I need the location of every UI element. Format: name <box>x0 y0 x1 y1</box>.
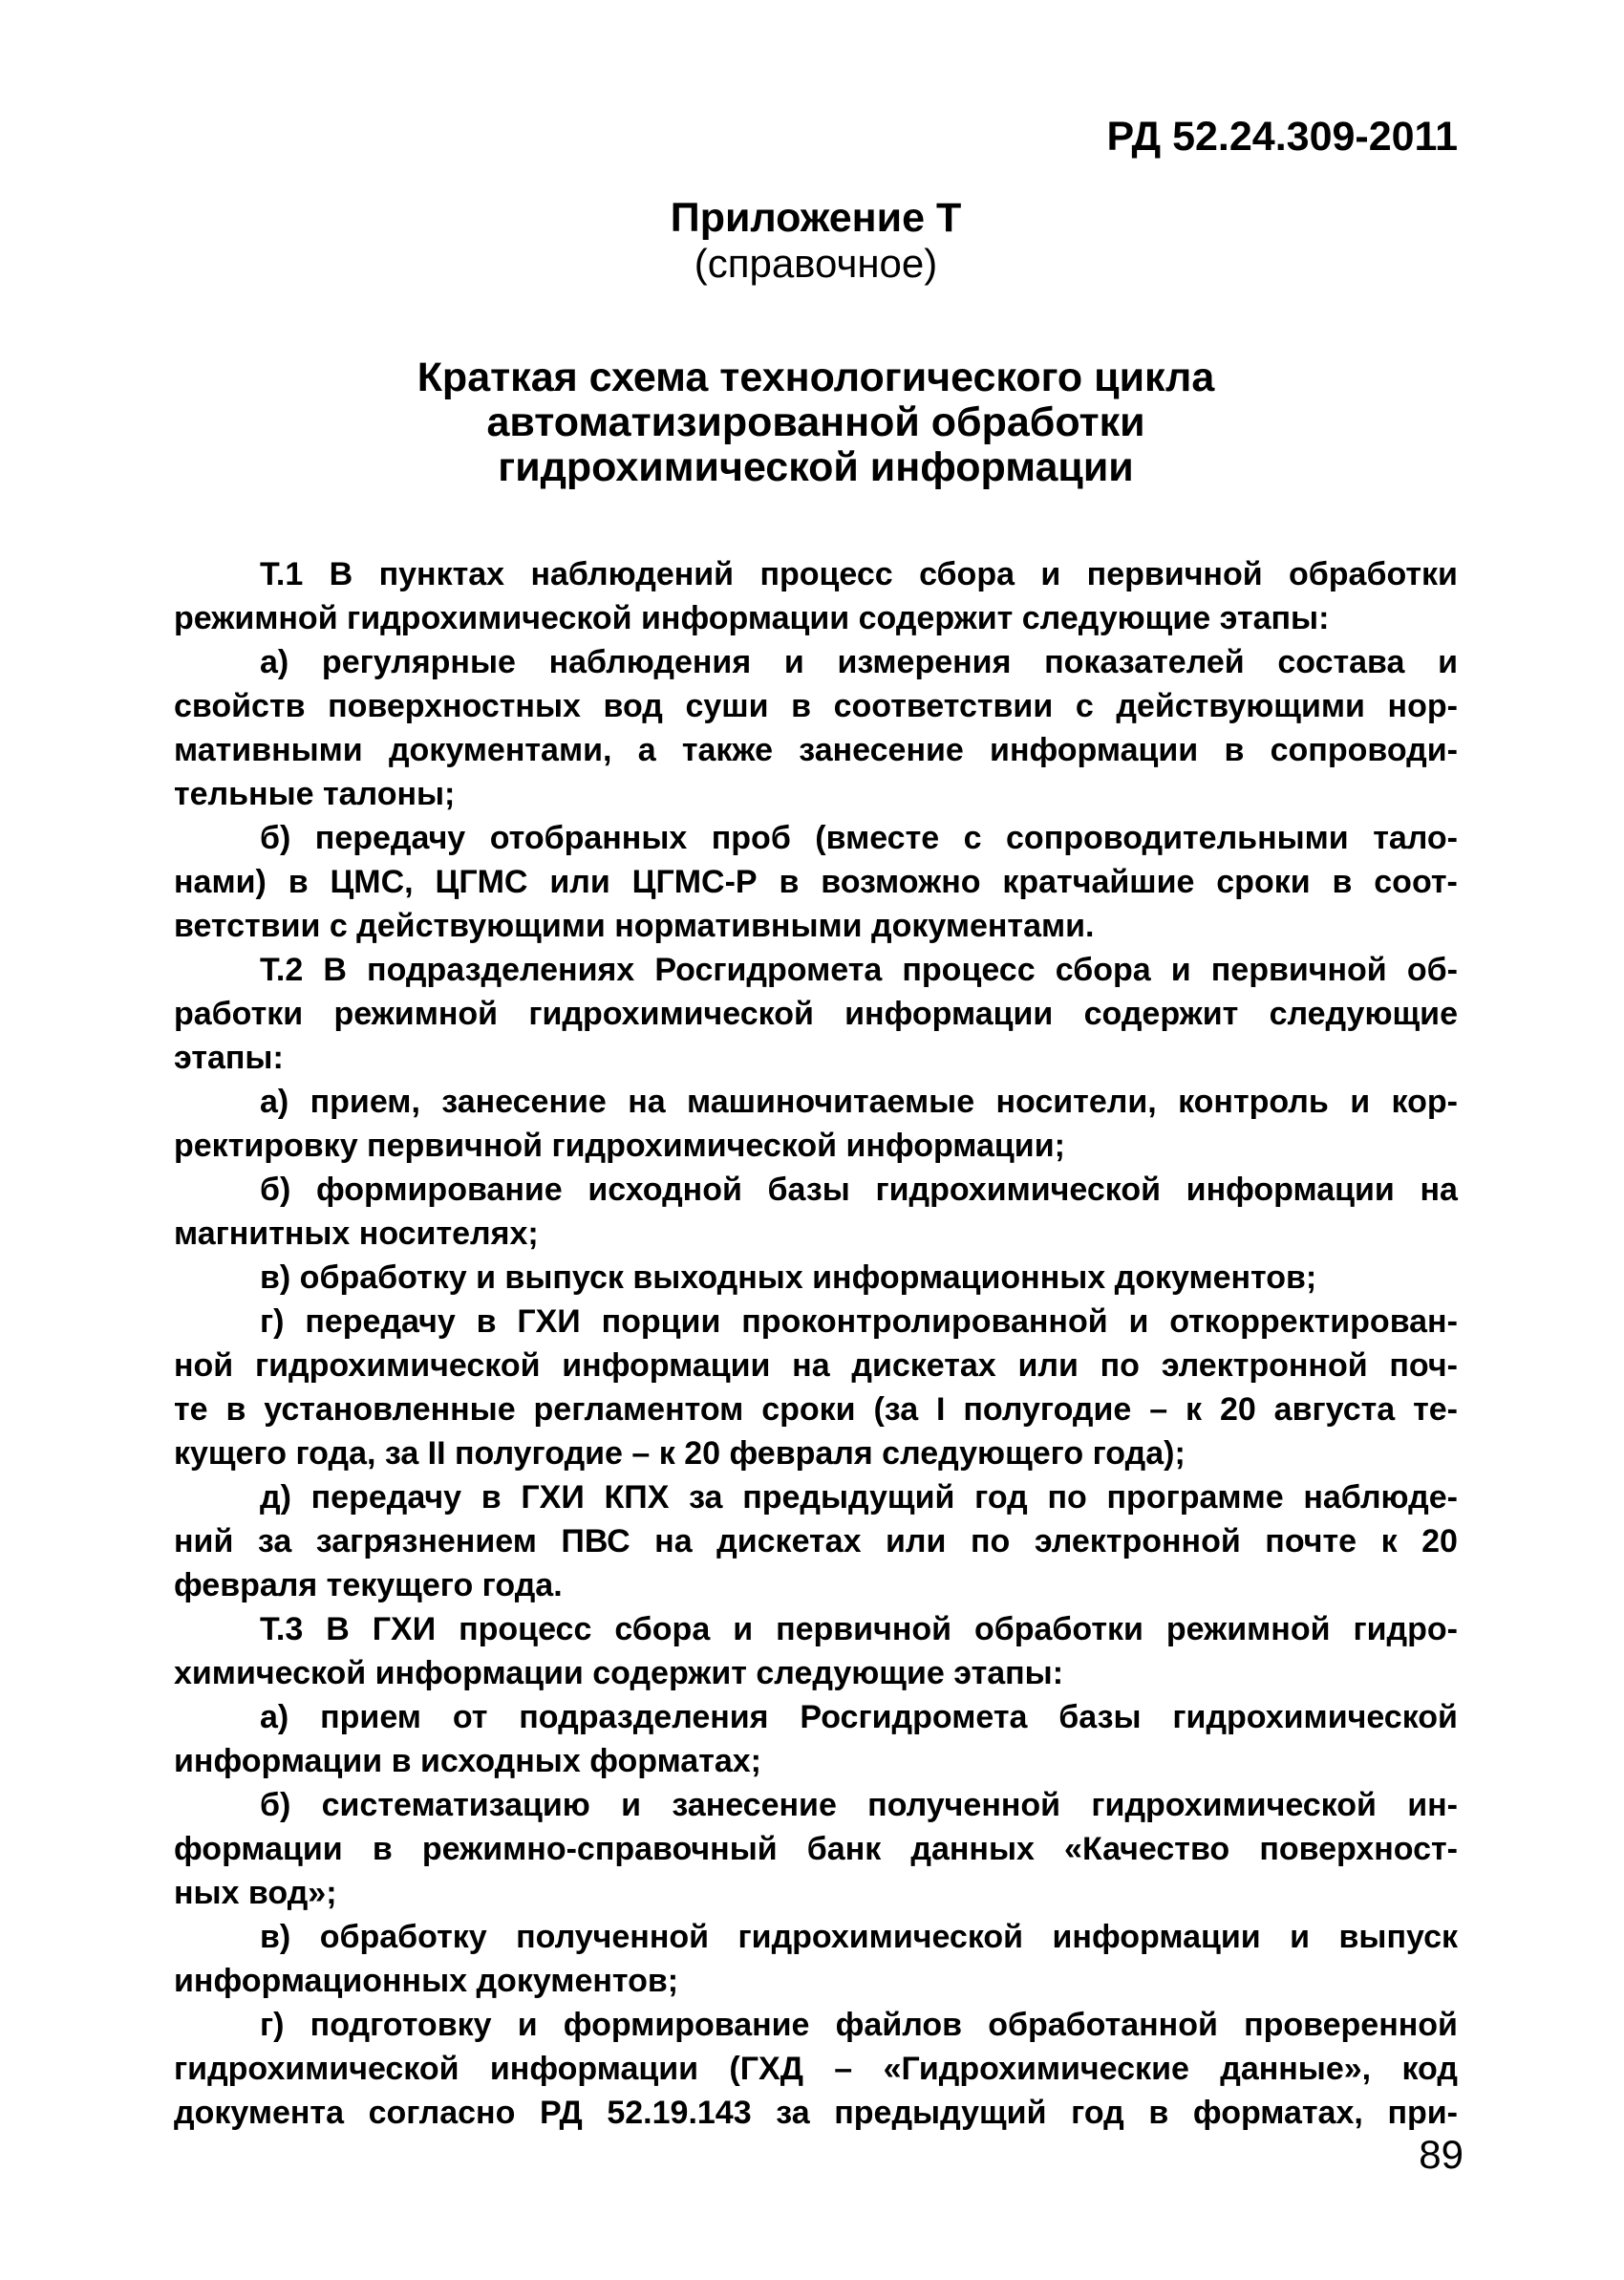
word: передачу <box>310 1479 462 1516</box>
word: «Гидрохимические <box>883 2051 1189 2087</box>
word: 20 <box>1219 1391 1256 1428</box>
word: (вместе <box>815 820 940 856</box>
word: в <box>791 688 811 724</box>
word: информации <box>844 996 1054 1032</box>
word: сопроводительными <box>1006 820 1349 856</box>
word: форматах, <box>1192 2095 1363 2131</box>
word: от <box>452 1699 488 1735</box>
word: в) <box>260 1919 291 1955</box>
word: режимно-справочный <box>421 1831 778 1867</box>
text-line: режимной гидрохимической информации содержит следующие этапы: <box>174 600 1330 636</box>
word: нами) <box>174 864 267 900</box>
word: кратчайшие <box>1002 864 1195 900</box>
word: Росгидромета <box>654 952 883 988</box>
word: гидрохимической <box>737 1919 1024 1955</box>
word: 20 <box>1421 1523 1458 1559</box>
word: сопроводи- <box>1270 732 1458 768</box>
word: согласно <box>368 2095 516 2131</box>
word: информации <box>990 732 1199 768</box>
word: подготовку <box>310 2007 492 2043</box>
word: наблюдений <box>530 556 735 592</box>
word: ной <box>174 1347 234 1384</box>
text-line <box>174 1080 1458 1124</box>
word: в <box>288 864 309 900</box>
text-line <box>174 816 1458 860</box>
word: и <box>1170 952 1191 988</box>
word: документами, <box>388 732 612 768</box>
word: или <box>886 1523 947 1559</box>
word: а) <box>260 1699 289 1735</box>
word: гидрохимической <box>254 1347 541 1384</box>
word: контроль <box>1178 1084 1329 1120</box>
text-line: тельные талоны; <box>174 776 456 812</box>
word: к <box>1380 1523 1398 1559</box>
word: РД <box>539 2095 583 2131</box>
text-line <box>174 1695 1458 1739</box>
word: – <box>1149 1391 1168 1428</box>
word: или <box>1017 1347 1079 1384</box>
text-line <box>174 1300 1458 1344</box>
word: программе <box>1106 1479 1284 1516</box>
word: кор- <box>1391 1084 1458 1120</box>
word: информации <box>1052 1919 1261 1955</box>
word: б) <box>260 1787 291 1823</box>
word: наблюдения <box>548 644 752 680</box>
word: в <box>481 1479 502 1516</box>
word: информации <box>489 2051 699 2087</box>
word: данные», <box>1220 2051 1372 2087</box>
document-title-line-3: гидрохимической информации <box>498 444 1134 490</box>
word: обработки <box>973 1611 1143 1647</box>
word: г) <box>260 2007 285 2043</box>
text-line <box>174 1344 1458 1387</box>
text-line <box>174 860 1458 904</box>
word: подразделения <box>519 1699 769 1735</box>
word: вод <box>603 688 663 724</box>
word: выпуск <box>1338 1919 1458 1955</box>
word: нор- <box>1387 688 1458 724</box>
text-line <box>174 684 1458 728</box>
word: тало- <box>1373 820 1458 856</box>
word: пунктах <box>378 556 505 592</box>
word: гидрохимической <box>875 1172 1162 1208</box>
text-line <box>174 552 1458 596</box>
word: наблюде- <box>1303 1479 1458 1516</box>
word: базы <box>767 1172 850 1208</box>
word: при- <box>1387 2095 1458 2131</box>
word: код <box>1401 2051 1458 2087</box>
word: и <box>1040 556 1061 592</box>
word: передачу <box>305 1303 456 1340</box>
text-line: ных вод»; <box>174 1875 337 1911</box>
word: свойств <box>174 688 306 724</box>
word: год <box>974 1479 1028 1516</box>
word: гидрохимической <box>1172 1699 1458 1735</box>
word: установленные <box>264 1391 516 1428</box>
word: за <box>689 1479 723 1516</box>
word: Т.2 <box>260 952 304 988</box>
word: и <box>1290 1919 1311 1955</box>
word: формирование <box>563 2007 810 2043</box>
word: носители, <box>995 1084 1157 1120</box>
word: сбора <box>614 1611 711 1647</box>
word: на <box>628 1084 666 1120</box>
text-line <box>174 1915 1458 1959</box>
appendix-note: (справочное) <box>694 241 938 286</box>
word: почте <box>1265 1523 1357 1559</box>
text-line: этапы: <box>174 1040 284 1076</box>
word: ЦГМС-Р <box>631 864 758 900</box>
word: а) <box>260 644 289 680</box>
word: «Качество <box>1064 1831 1230 1867</box>
text-line: ветствии с действующими нормативными документами. <box>174 908 1095 944</box>
word: показателей <box>1044 644 1245 680</box>
word: (ГХД <box>729 2051 803 2087</box>
document-title-line-1: Краткая схема технологического цикла <box>417 355 1215 400</box>
word: год <box>1071 2095 1124 2131</box>
word: ЦМС, <box>330 864 414 900</box>
document-title <box>174 355 1458 490</box>
word: и <box>783 644 804 680</box>
word: на <box>1420 1172 1458 1208</box>
word: состава <box>1277 644 1405 680</box>
word: проверенной <box>1244 2007 1458 2043</box>
word: 52.19.143 <box>607 2095 752 2131</box>
word: б) <box>260 1172 291 1208</box>
word: регламентом <box>533 1391 744 1428</box>
word: а <box>637 732 656 768</box>
word: а) <box>260 1084 289 1120</box>
word: сроки <box>1216 864 1311 900</box>
word: гидрохимической <box>174 2051 459 2087</box>
word: г) <box>260 1303 285 1340</box>
word: передачу <box>314 820 466 856</box>
word: документа <box>174 2095 344 2131</box>
word: процесс <box>902 952 1036 988</box>
word: обработанной <box>988 2007 1218 2043</box>
word: подразделениях <box>367 952 635 988</box>
word: по <box>1047 1479 1087 1516</box>
word: дискетах <box>851 1347 996 1384</box>
word: те <box>174 1391 208 1428</box>
word: проб <box>711 820 791 856</box>
word: августа <box>1273 1391 1396 1428</box>
word: мативными <box>174 732 363 768</box>
word: обработки <box>1289 556 1458 592</box>
word: первичной <box>1086 556 1263 592</box>
word: поверхностных <box>328 688 581 724</box>
word: предыдущий <box>742 1479 955 1516</box>
word: машиночитаемые <box>687 1084 975 1120</box>
text-line <box>174 728 1458 772</box>
word: гидрохимической <box>528 996 814 1032</box>
word: или <box>549 864 610 900</box>
doc-number: РД 52.24.309-2011 <box>1106 114 1458 160</box>
text-line: февраля текущего года. <box>174 1567 563 1603</box>
word: измерения <box>837 644 1012 680</box>
text-line <box>174 1827 1458 1871</box>
word: и <box>1350 1084 1371 1120</box>
word: (за <box>873 1391 919 1428</box>
word: файлов <box>835 2007 963 2043</box>
word: первичной <box>1210 952 1387 988</box>
text-line <box>174 948 1458 992</box>
word: Т.1 <box>260 556 304 592</box>
word: в <box>779 864 800 900</box>
word: с <box>1075 688 1094 724</box>
word: занесение <box>441 1084 607 1120</box>
word: предыдущий <box>834 2095 1047 2131</box>
word: в <box>372 1831 393 1867</box>
word: в <box>1148 2095 1169 2131</box>
word: занесение <box>799 732 964 768</box>
word: гидро- <box>1353 1611 1458 1647</box>
word: обработку <box>319 1919 487 1955</box>
word: к <box>1186 1391 1203 1428</box>
text-line <box>174 1168 1458 1212</box>
word: порции <box>601 1303 721 1340</box>
word: работки <box>174 996 304 1032</box>
word: сроки <box>761 1391 856 1428</box>
word: содержит <box>1083 996 1239 1032</box>
word: сбора <box>919 556 1015 592</box>
word: исходной <box>588 1172 742 1208</box>
word: ин- <box>1407 1787 1458 1823</box>
word: полученной <box>516 1919 710 1955</box>
word: регулярные <box>321 644 516 680</box>
word: Т.3 <box>260 1611 304 1647</box>
text-line <box>174 1607 1458 1651</box>
word: по <box>970 1523 1011 1559</box>
word: электронной <box>1034 1523 1241 1559</box>
text-line: информации в исходных форматах; <box>174 1743 761 1779</box>
word: и <box>621 1787 642 1823</box>
appendix-label: Приложение Т <box>670 195 962 241</box>
word: ГХИ <box>517 1303 581 1340</box>
word: также <box>681 732 774 768</box>
word: возможно <box>821 864 981 900</box>
word: прием <box>320 1699 421 1735</box>
word: первичной <box>776 1611 952 1647</box>
word: поверхност- <box>1259 1831 1458 1867</box>
word: и <box>1128 1303 1149 1340</box>
page-number: 89 <box>1419 2132 1464 2177</box>
word: информации <box>1186 1172 1395 1208</box>
text-line: кущего года, за II полугодие – к 20 февраля следующего года); <box>174 1435 1186 1472</box>
word: за <box>257 1523 292 1559</box>
word: занесение <box>672 1787 837 1823</box>
word: гидрохимической <box>1091 1787 1377 1823</box>
text-line <box>174 1475 1458 1519</box>
word: ГХИ <box>521 1479 585 1516</box>
word: поч- <box>1389 1347 1458 1384</box>
word: В <box>323 952 347 988</box>
word: загрязнением <box>315 1523 537 1559</box>
text-line <box>174 1783 1458 1827</box>
word: систематизацию <box>321 1787 590 1823</box>
word: базы <box>1058 1699 1142 1735</box>
text-line <box>174 992 1458 1036</box>
document-body <box>174 552 1458 2135</box>
word: те- <box>1413 1391 1458 1428</box>
word: банк <box>806 1831 882 1867</box>
word: режимной <box>1165 1611 1331 1647</box>
text-line: магнитных носителях; <box>174 1215 539 1252</box>
word: об- <box>1406 952 1458 988</box>
word: отобранных <box>489 820 688 856</box>
word: на <box>792 1347 830 1384</box>
word: следующие <box>1269 996 1458 1032</box>
text-line: информационных документов; <box>174 1963 679 1999</box>
text-line <box>174 640 1458 684</box>
word: сбора <box>1055 952 1151 988</box>
word: Росгидромета <box>800 1699 1028 1735</box>
text-line: химической информации содержит следующие этапы: <box>174 1655 1064 1691</box>
word: прием, <box>310 1084 420 1120</box>
word: ПВС <box>561 1523 630 1559</box>
word: соот- <box>1374 864 1458 900</box>
word: процесс <box>759 556 893 592</box>
word: проконтролированной <box>741 1303 1108 1340</box>
word: соответствии <box>833 688 1054 724</box>
word: откорректирован- <box>1169 1303 1458 1340</box>
word: ГХИ <box>372 1611 437 1647</box>
word: суши <box>685 688 769 724</box>
word: действующими <box>1116 688 1365 724</box>
word: I <box>936 1391 946 1428</box>
word: б) <box>260 820 291 856</box>
word: полугодие <box>963 1391 1132 1428</box>
word: В <box>329 556 353 592</box>
text-line <box>174 1387 1458 1431</box>
word: на <box>654 1523 693 1559</box>
document-title-line-2: автоматизированной обработки <box>486 399 1145 445</box>
text-line: ректировку первичной гидрохимической информации; <box>174 1128 1065 1164</box>
word: в <box>225 1391 246 1428</box>
word: электронной <box>1161 1347 1368 1384</box>
word: ний <box>174 1523 234 1559</box>
word: режимной <box>333 996 499 1032</box>
word: и <box>733 1611 754 1647</box>
word: по <box>1100 1347 1140 1384</box>
text-line <box>174 1519 1458 1563</box>
word: В <box>326 1611 350 1647</box>
word: – <box>834 2051 853 2087</box>
text-line <box>174 2091 1458 2135</box>
word: данных <box>910 1831 1035 1867</box>
word: формации <box>174 1831 343 1867</box>
text-line: в) обработку и выпуск выходных информационных документов; <box>260 1259 1317 1296</box>
word: в <box>476 1303 497 1340</box>
word: ЦГМС <box>435 864 528 900</box>
text-line <box>174 2003 1458 2047</box>
word: за <box>776 2095 810 2131</box>
word: в <box>1332 864 1353 900</box>
word: КПХ <box>604 1479 670 1516</box>
word: формирование <box>315 1172 563 1208</box>
word: процесс <box>459 1611 592 1647</box>
word: полученной <box>867 1787 1061 1823</box>
word: с <box>963 820 982 856</box>
word: д) <box>260 1479 291 1516</box>
word: и <box>517 2007 538 2043</box>
text-line <box>174 2047 1458 2091</box>
word: дискетах <box>716 1523 862 1559</box>
word: информации <box>562 1347 771 1384</box>
word: в <box>1224 732 1245 768</box>
word: и <box>1438 644 1458 680</box>
